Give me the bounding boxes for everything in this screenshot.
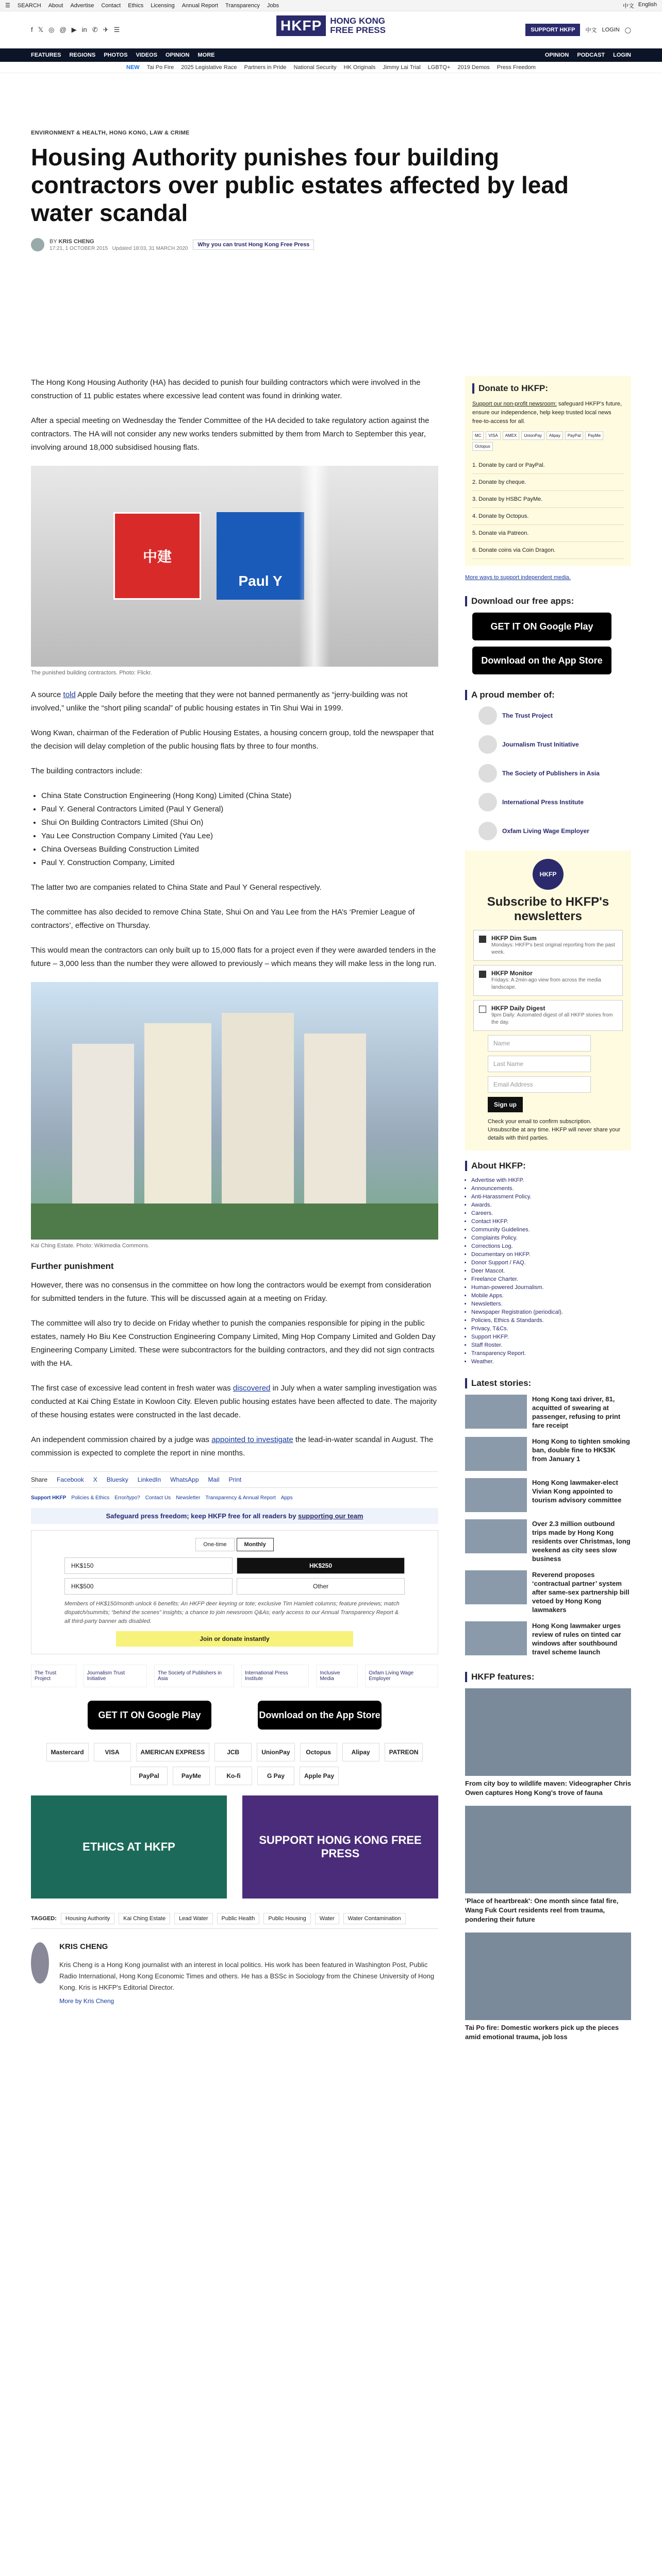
payment-jcb[interactable]: JCB (214, 1743, 252, 1761)
share-label: Share (31, 1476, 48, 1483)
share-whatsapp[interactable]: WhatsApp (170, 1476, 199, 1483)
about-item[interactable]: • Mobile Apps. (471, 1293, 631, 1299)
sidebar-heading: HKFP features: (465, 1672, 631, 1682)
ipi-icon (478, 793, 497, 811)
sidebar-heading: A proud member of: (465, 690, 631, 700)
transparency-link[interactable]: Transparency & Annual Report (205, 1495, 276, 1501)
search-link[interactable]: SEARCH (17, 2, 41, 9)
author-bio: Kris Cheng is a Hong Kong journalist with an interest in local politics. His work has been featured in Washington Post, Public Radio International, Hong Kong Economic Times and others. He has a BSSc in Sociology from the Chinese University of Hong Kong. Kris is HKFP's Editorial Director. (59, 1961, 435, 1991)
site-header (0, 11, 662, 48)
about-item[interactable]: • Weather. (471, 1359, 631, 1365)
card-icon: UnionPay (521, 431, 544, 440)
nonprofit-link[interactable]: Support our non-profit newsroom: (472, 401, 557, 407)
about-item[interactable]: • Deer Mascot. (471, 1268, 631, 1274)
story-thumbnail (465, 1395, 527, 1429)
member-logo[interactable]: The Society of Publishers in Asia (478, 764, 631, 783)
member-logo[interactable]: International Press Institute (478, 793, 631, 811)
water-tap-stream (299, 466, 330, 667)
app-store-buttons (31, 1701, 438, 1730)
subscribe-note: Check your email to confirm subscription. Unsubscribe at any time. HKFP will never share your details with third parties. (488, 1118, 621, 1141)
byline (31, 238, 631, 251)
list-item: • Paul Y. Construction Company, Limited (41, 856, 438, 870)
header-lang-link[interactable]: 中文 (585, 27, 597, 33)
paragraph: Wong Kwan, chairman of the Federation of Public Housing Estates, a housing concern group, told the newspaper that the decision will delay completion of the public housing flats by three to four months. (31, 728, 434, 751)
tab-one-time[interactable]: One-time (195, 1538, 234, 1551)
payment-paypal[interactable]: PayPal (130, 1767, 168, 1785)
about-list (465, 1177, 631, 1365)
donate-benefits: Members of HK$150/month unlock 6 benefits: An HKFP deer keyring or tote; exclusive Tim Hamlett columns; feature previews; match dispatch/summits; “behind the scenes” insights; a chance to join newsroom Q&As; early access to our Annual Transparency Report & all third-party banner ads disabled. (64, 1601, 400, 1624)
feature-card[interactable]: Tai Po fire: Domestic workers pick up the pieces amid emotional trauma, job loss (465, 1933, 631, 2042)
donate-option[interactable]: 4. Donate by Octopus. (472, 508, 624, 525)
card-icon: MC (472, 431, 484, 440)
join-donate-button[interactable]: Join or donate instantly (116, 1631, 353, 1647)
about-item[interactable]: • Announcements. (471, 1185, 631, 1192)
card-icon: Octopus (472, 442, 493, 451)
tag[interactable]: Lead Water (174, 1913, 212, 1924)
story-thumbnail (465, 1437, 527, 1471)
newsletter-option[interactable]: HKFP Monitor Fridays: A 2min-ago view from across the media landscape. (473, 965, 623, 996)
about-item[interactable]: • Policies, Ethics & Standards. (471, 1317, 631, 1324)
trending-bar (0, 62, 662, 73)
new-badge: NEW (126, 64, 140, 71)
about-item[interactable]: • Complaints Policy. (471, 1235, 631, 1241)
oxfam-icon (478, 822, 497, 840)
trending-item[interactable]: LGBTQ+ (427, 64, 451, 71)
top-link-annual-report[interactable]: Annual Report (181, 2, 219, 9)
trending-item[interactable]: HK Originals (343, 64, 376, 71)
donate-option[interactable]: 6. Donate coins via Coin Dragon. (472, 542, 624, 559)
list-item: • China Overseas Building Construction Limited (41, 843, 438, 856)
latest-story[interactable]: Over 2.3 million outbound trips made by Hong Kong residents over Christmas, long weekend as city sees slow business (465, 1519, 631, 1563)
sidebar-heading: Download our free apps: (465, 596, 631, 606)
paragraph: An independent commission chaired by a judge was appointed to investigate the lead-in-water scandal in August. The commission is expected to complete the report in nine months. (31, 1435, 434, 1458)
newsletter-title: Subscribe to HKFP's newsletters (487, 895, 609, 923)
app-store-button[interactable]: Download on the App Store (472, 647, 611, 674)
latest-story[interactable]: Hong Kong lawmaker urges review of rules on tinted car windows after southbound travel scheme launch (465, 1621, 631, 1656)
payment-unionpay[interactable]: UnionPay (257, 1743, 294, 1761)
payment-visa[interactable]: VISA (94, 1743, 131, 1761)
support-link[interactable]: Support HKFP (31, 1495, 67, 1501)
share-bluesky[interactable]: Bluesky (106, 1476, 128, 1483)
publish-date: 17:21, 1 OCTOBER 2015 (49, 245, 108, 251)
more-by-author-link[interactable]: More by Kris Cheng (59, 1997, 114, 2005)
amount-option-selected[interactable]: HK$250 (237, 1557, 405, 1574)
logo-text-line2: FREE PRESS (330, 25, 386, 35)
card-icon: AMEX (503, 431, 520, 440)
about-item[interactable]: • Corrections Log. (471, 1243, 631, 1249)
threads-icon[interactable]: @ (59, 26, 67, 33)
list-item: • Shui On Building Contractors Limited (Shui On) (41, 816, 438, 829)
nav-opinion[interactable]: OPINION (544, 52, 569, 58)
sidebar-heading: About HKFP: (465, 1161, 631, 1171)
donate-intro: Support our non-profit newsroom: safeguard HKFP's future, ensure our independence, help keep trusted local news free-to-access for all. (472, 401, 622, 425)
appointed-link[interactable]: appointed to investigate (211, 1435, 293, 1444)
newsletter-link[interactable]: Newsletter (176, 1495, 201, 1501)
nav-features[interactable]: FEATURES (31, 52, 61, 58)
about-item[interactable]: • Transparency Report. (471, 1350, 631, 1357)
donate-widget (31, 1530, 438, 1654)
discovered-link[interactable]: discovered (233, 1384, 271, 1393)
name-field[interactable]: Name (488, 1035, 591, 1052)
payment-patreon[interactable]: PATREON (385, 1743, 423, 1761)
member-logo[interactable]: Journalism Trust Initiative (478, 735, 631, 754)
payment-octopus[interactable]: Octopus (300, 1743, 337, 1761)
paragraph: A source told Apple Daily before the meeting that they were not banned permanently as “jerry-building was not involved,” unlike the “short piling scandal” of public housing estates in Tin Shui Wai in 1999. (31, 690, 408, 713)
tag-list (31, 1909, 438, 1929)
contractors-photo (31, 466, 438, 667)
sidebar-heading: Donate to HKFP: (472, 383, 624, 394)
payment-kofi[interactable]: Ko-fi (215, 1767, 252, 1785)
about-item[interactable]: • Contact HKFP. (471, 1218, 631, 1225)
feature-card[interactable]: From city boy to wildlife maven: Videographer Chris Owen captures Hong Kong's trove of fauna (465, 1688, 631, 1798)
checkbox-checked[interactable] (479, 936, 486, 943)
x-icon[interactable]: 𝕏 (38, 26, 44, 33)
photo-caption: Kai Ching Estate. Photo: Wikimedia Commons. (31, 1243, 150, 1249)
trending-item[interactable]: 2019 Demos (457, 64, 490, 71)
about-item[interactable]: • Freelance Charter. (471, 1276, 631, 1282)
trending-item[interactable]: Tai Po Fire (146, 64, 174, 71)
told-link[interactable]: told (63, 690, 76, 699)
linkedin-icon[interactable]: in (81, 26, 87, 33)
share-print[interactable]: Print (228, 1476, 242, 1483)
payment-payme[interactable]: PayMe (173, 1767, 210, 1785)
google-play-button[interactable]: GET IT ON Google Play (88, 1701, 211, 1730)
top-link-advertise[interactable]: Advertise (70, 2, 94, 9)
author-name[interactable]: KRIS CHENG (58, 238, 94, 245)
top-link-jobs[interactable]: Jobs (267, 2, 279, 9)
membership-badges (31, 1665, 438, 1687)
nav-podcast[interactable]: PODCAST (577, 52, 605, 58)
latest-story[interactable]: Hong Kong to tighten smoking ban, double fine to HK$3K from January 1 (465, 1437, 631, 1471)
app-store-button[interactable]: Download on the App Store (258, 1701, 382, 1730)
estate-photo (31, 982, 438, 1240)
card-icon: PayMe (585, 431, 603, 440)
last-name-field[interactable]: Last Name (488, 1056, 591, 1072)
tag[interactable]: Water (315, 1913, 339, 1924)
payment-mastercard[interactable]: Mastercard (46, 1743, 89, 1761)
card-icon: VISA (486, 431, 500, 440)
donate-option[interactable]: 3. Donate by HSBC PayMe. (472, 491, 624, 508)
paragraph: After a special meeting on Wednesday the Tender Committee of the HA decided to take regulatory action against the contractors. The HA will not consider any new works tenders submitted by them from March to September this year, involving around 18,000 subsidised housing flats. (31, 416, 429, 452)
donate-option[interactable]: 1. Donate by card or PayPal. (472, 457, 624, 474)
facebook-icon[interactable]: f (31, 26, 33, 33)
about-item[interactable]: • Newsletters. (471, 1301, 631, 1307)
menu-icon[interactable]: ☰ (5, 3, 10, 9)
nav-regions[interactable]: REGIONS (69, 52, 96, 58)
sidebar (465, 376, 631, 2050)
member-logo[interactable]: Oxfam Living Wage Employer (478, 822, 631, 840)
newsletter-box (465, 851, 631, 1150)
about-item[interactable]: • Human-powered Journalism. (471, 1284, 631, 1291)
payment-methods (31, 1743, 438, 1785)
payment-amex[interactable]: AMERICAN EXPRESS (136, 1743, 210, 1761)
newsletter-option[interactable]: HKFP Daily Digest 9pm Daily: Automated digest of all HKFP stories from the day. (473, 1000, 623, 1031)
feature-image (465, 1806, 631, 1893)
sidebar-heading: Latest stories: (465, 1378, 631, 1388)
more-ways-link[interactable]: More ways to support independent media. (465, 574, 571, 581)
share-bar (31, 1471, 438, 1488)
sopa-icon (478, 764, 497, 783)
payment-applepay[interactable]: Apple Pay (300, 1767, 339, 1785)
payment-gpay[interactable]: G Pay (257, 1767, 294, 1785)
trending-item[interactable]: National Security (293, 64, 337, 71)
ipi-badge[interactable]: International Press Institute (241, 1665, 309, 1687)
nav-login[interactable]: LOGIN (613, 52, 631, 58)
instagram-icon[interactable]: ◎ (48, 26, 55, 33)
amount-other[interactable]: Other (237, 1578, 405, 1595)
youtube-icon[interactable]: ▶ (71, 26, 77, 33)
article-body (31, 376, 438, 2005)
paragraph: The committee will also try to decide on Friday whether to punish the companies responsible for piping in the public estates, namely Ho Biu Kee Construction Engineering Company Limited, Ming Hop Company Limited and Golden Day Engineering Company Limited. These were subcontractors for the building contractors, and they did not sign contracts with the HA. (31, 1319, 436, 1368)
rss-icon[interactable]: ☰ (113, 26, 120, 33)
jti-badge[interactable]: Journalism Trust Initiative (84, 1665, 147, 1687)
tag[interactable]: Water Contamination (343, 1913, 406, 1924)
paul-y-logo: Paul Y (217, 512, 304, 600)
paragraph: The committee has also decided to remove China State, Shui On and Yau Lee from the HA’s ‘Premier League of contractors’, effective on Thursday. (31, 908, 415, 930)
contractor-list (41, 789, 438, 870)
list-item: • Yau Lee Construction Company Limited (Yau Lee) (41, 829, 438, 843)
paragraph: The latter two are companies related to China State and Paul Y General respectively. (31, 883, 322, 892)
tab-monthly[interactable]: Monthly (237, 1538, 274, 1551)
oxfam-badge[interactable]: Oxfam Living Wage Employer (365, 1665, 438, 1687)
donate-option[interactable]: 2. Donate by cheque. (472, 474, 624, 491)
article-title: Housing Authority punishes four building contractors over public estates affected by lead water scandal (31, 144, 569, 226)
ethics-promo[interactable]: ETHICS AT HKFP (31, 1795, 227, 1899)
error-link[interactable]: Error/typo? (114, 1495, 140, 1501)
card-icon: PayPal (565, 431, 583, 440)
telegram-icon[interactable]: ✈ (103, 26, 109, 33)
author-box (31, 1942, 438, 2005)
about-item[interactable]: • Community Guidelines. (471, 1227, 631, 1233)
jti-icon (478, 735, 497, 754)
story-thumbnail (465, 1570, 527, 1604)
top-utility-bar (0, 0, 662, 11)
share-linkedin[interactable]: LinkedIn (137, 1476, 161, 1483)
top-link-licensing[interactable]: Licensing (151, 2, 175, 9)
about-item[interactable]: • Support HKFP. (471, 1334, 631, 1340)
top-link-contact[interactable]: Contact (101, 2, 121, 9)
story-thumbnail (465, 1621, 527, 1655)
nav-more[interactable]: MORE (197, 52, 215, 58)
whatsapp-icon[interactable]: ✆ (92, 26, 98, 33)
about-item[interactable]: • Newspaper Registration (periodical). (471, 1309, 631, 1315)
about-item[interactable]: • Staff Roster. (471, 1342, 631, 1348)
feature-image (465, 1688, 631, 1776)
policies-link[interactable]: Policies & Ethics (71, 1495, 110, 1501)
about-item[interactable]: • Donor Support / FAQ. (471, 1260, 631, 1266)
list-item: • Paul Y. General Contractors Limited (Paul Y General) (41, 803, 438, 816)
paragraph: This would mean the contractors can only built up to 15,000 flats for a project even if they were awarded tenders in the future – 3,000 less than the number they were allowed to previously – which means they will make less in the long run. (31, 946, 437, 968)
footer-links (31, 1495, 438, 1501)
latest-story[interactable]: Hong Kong taxi driver, 81, acquitted of swearing at passenger, refusing to print fare receipt (465, 1395, 631, 1430)
donate-option[interactable]: 5. Donate via Patreon. (472, 525, 624, 542)
inclusive-badge[interactable]: Inclusive Media (316, 1665, 358, 1687)
ad-space (0, 73, 662, 130)
article-section[interactable]: ENVIRONMENT & HEALTH, HONG KONG, LAW & CRIME (31, 130, 190, 136)
trending-item[interactable]: 2025 Legislative Race (181, 64, 237, 71)
feature-card[interactable]: 'Place of heartbreak': One month since fatal fire, Wang Fuk Court residents reel from trauma, pondering their future (465, 1806, 631, 1924)
nav-videos[interactable]: VIDEOS (136, 52, 158, 58)
donate-options (472, 457, 624, 559)
about-item[interactable]: • Awards. (471, 1202, 631, 1208)
top-link-transparency[interactable]: Transparency (225, 2, 260, 9)
header-login-link[interactable]: LOGIN (602, 27, 620, 33)
author-avatar[interactable] (31, 238, 44, 251)
story-thumbnail (465, 1519, 527, 1553)
lang-english[interactable]: English (638, 1, 657, 8)
donate-sidebar-box (465, 376, 631, 566)
trending-item[interactable]: Jimmy Lai Trial (383, 64, 421, 71)
tag[interactable]: Public Health (217, 1913, 260, 1924)
site-logo[interactable] (276, 15, 386, 36)
hkfp-circle-logo: HKFP (533, 859, 564, 890)
tag[interactable]: Housing Authority (61, 1913, 114, 1924)
account-icon[interactable]: ◯ (624, 27, 631, 33)
trust-project-badge[interactable]: The Trust Project (31, 1665, 76, 1687)
social-links (31, 26, 120, 34)
nav-photos[interactable]: PHOTOS (104, 52, 128, 58)
support-promo[interactable]: SUPPORT HONG KONG FREE PRESS (242, 1795, 438, 1899)
sopa-badge[interactable]: The Society of Publishers in Asia (154, 1665, 234, 1687)
about-item[interactable]: • Advertise with HKFP. (471, 1177, 631, 1183)
supporting-team-link[interactable]: supporting our team (298, 1512, 363, 1520)
checkbox-checked[interactable] (479, 971, 486, 978)
logo-box: HKFP (276, 15, 326, 36)
china-state-logo: 中建 (113, 512, 201, 600)
top-link-ethics[interactable]: Ethics (128, 2, 144, 9)
top-link-about[interactable]: About (48, 2, 63, 9)
trees-shape (31, 1204, 438, 1240)
author-photo[interactable] (31, 1942, 49, 1984)
paragraph: The first case of excessive lead content in fresh water was discovered in July when a water sampling investigation was conducted at Kai Ching Estate in Kowloon City. Eleven public housing estates have been affected to date. The majority of these housing estates were constructed in the last decade. (31, 1384, 437, 1419)
card-icons (472, 431, 624, 451)
updated-date: Updated 18:03, 31 MARCH 2020 (112, 245, 188, 251)
trust-project-icon (478, 706, 497, 725)
safeguard-banner: Safeguard press freedom; keep HKFP free for all readers by supporting our team (31, 1508, 438, 1524)
paragraph: The Hong Kong Housing Authority (HA) has decided to punish four building contractors which were involved in the construction of 11 public estates where excessive lead content was found in drinking water. (31, 378, 421, 400)
apps-link[interactable]: Apps (280, 1495, 293, 1501)
feature-image (465, 1933, 631, 2020)
email-field[interactable]: Email Address (488, 1076, 591, 1093)
about-item[interactable]: • Documentary on HKFP. (471, 1251, 631, 1258)
author-label: BY (49, 238, 59, 245)
about-item[interactable]: • Anti-Harassment Policy. (471, 1194, 631, 1200)
tag[interactable]: Kai Ching Estate (119, 1913, 170, 1924)
promo-banners (31, 1795, 438, 1899)
author-box-name[interactable]: KRIS CHENG (59, 1942, 108, 1951)
checkbox-unchecked[interactable] (479, 1006, 486, 1013)
contact-link[interactable]: Contact Us (145, 1495, 171, 1501)
why-trust-button[interactable]: Why you can trust Hong Kong Free Press (193, 240, 314, 250)
tag[interactable]: Public Housing (263, 1913, 310, 1924)
logo-text-line1: HONG KONG (330, 16, 385, 26)
card-icon: Alipay (547, 431, 563, 440)
signup-button[interactable]: Sign up (488, 1097, 523, 1112)
share-facebook[interactable]: Facebook (57, 1476, 84, 1483)
paragraph: The building contractors include: (31, 767, 142, 775)
newsletter-option[interactable]: HKFP Dim Sum Mondays: HKFP's best original reporting from the past week. (473, 930, 623, 961)
trending-item[interactable]: Press Freedom (496, 64, 536, 71)
about-item[interactable]: • Privacy, T&Cs. (471, 1326, 631, 1332)
main-nav (0, 48, 662, 62)
nav-opinion-left[interactable]: OPINION (166, 52, 190, 58)
latest-story[interactable]: Reverend proposes ‘contractual partner’ system after same-sex partnership bill vetoed by Hong Kong lawmakers (465, 1570, 631, 1614)
photo-caption: The punished building contractors. Photo: Flickr. (31, 670, 152, 676)
paragraph: However, there was no consensus in the committee on how long the contractors would be exempt from consideration for submitted tenders in the future. This will be discussed again at a meeting on Friday. (31, 1281, 432, 1303)
subheading: Further punishment (31, 1261, 114, 1271)
trending-item[interactable]: Partners in Pride (244, 64, 287, 71)
tags-label: TAGGED: (31, 1916, 57, 1922)
share-mail[interactable]: Mail (208, 1476, 220, 1483)
latest-story[interactable]: Hong Kong lawmaker-elect Vivian Kong appointed to tourism advisory committee (465, 1478, 631, 1512)
list-item: • China State Construction Engineering (Hong Kong) Limited (China State) (41, 789, 438, 803)
google-play-button[interactable]: GET IT ON Google Play (472, 613, 611, 640)
amount-option[interactable]: HK$500 (64, 1578, 233, 1595)
story-thumbnail (465, 1478, 527, 1512)
about-item[interactable]: • Careers. (471, 1210, 631, 1216)
member-logo[interactable]: The Trust Project (478, 706, 631, 725)
amount-option[interactable]: HK$150 (64, 1557, 233, 1574)
lang-chinese[interactable]: 中文 (622, 3, 634, 9)
payment-alipay[interactable]: Alipay (342, 1743, 379, 1761)
support-hkfp-button[interactable]: SUPPORT HKFP (525, 24, 580, 36)
share-x[interactable]: X (93, 1476, 97, 1483)
